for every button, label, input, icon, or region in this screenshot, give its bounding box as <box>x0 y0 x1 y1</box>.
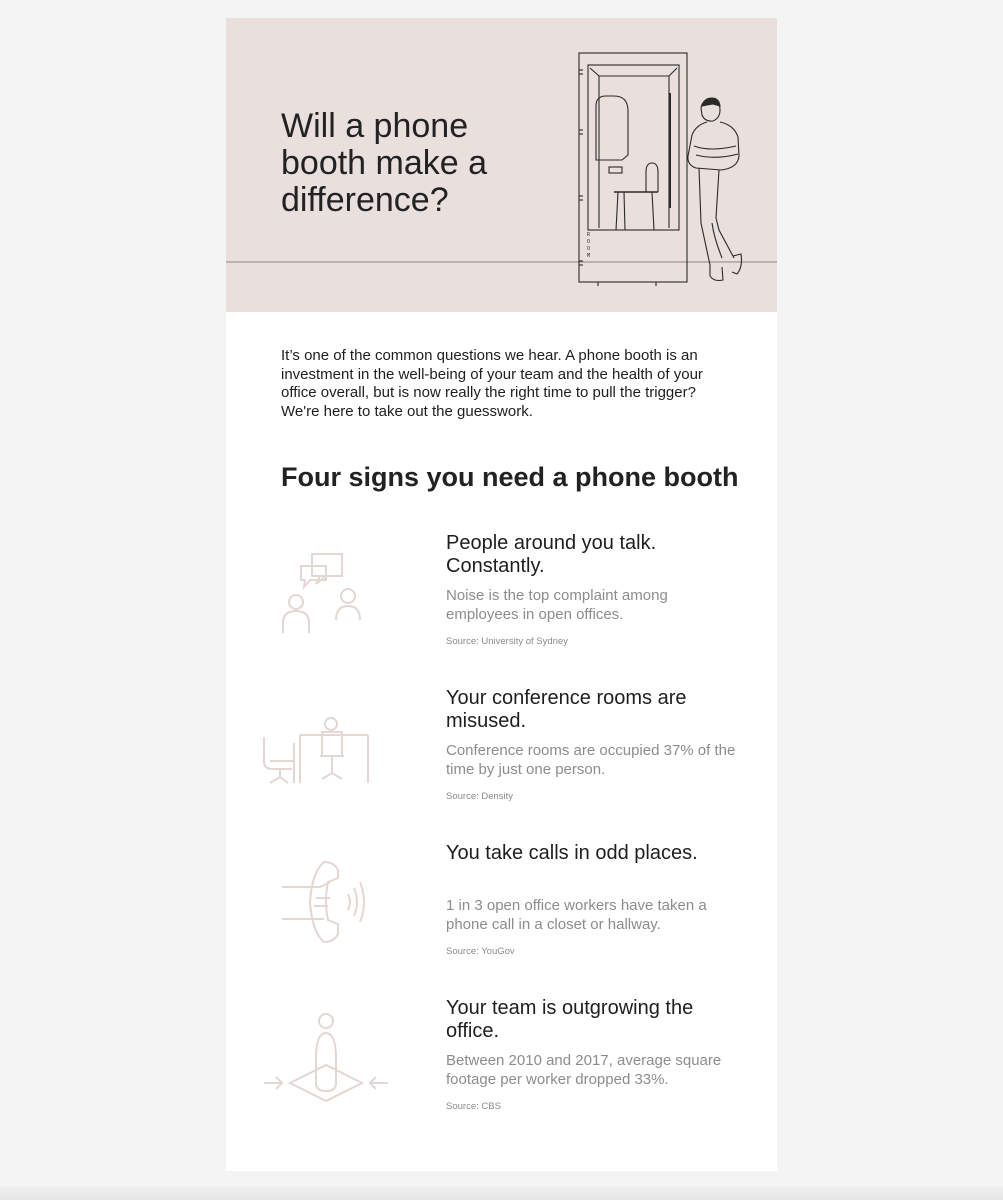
sign-source: Source: University of Sydney <box>446 636 568 647</box>
sign-item <box>226 687 777 827</box>
shrinking-space-icon <box>254 997 394 1107</box>
intro-paragraph: It’s one of the common questions we hear. A phone booth is an investment in the well-being of your team and the health of your office overall, but is now really the right time to pull the trigger? We're here to take out the guesswork. <box>281 347 703 420</box>
phone-in-hand-icon <box>254 842 384 952</box>
people-talking-icon <box>254 532 384 642</box>
sign-source: Source: YouGov <box>446 946 515 957</box>
window-bottom-edge <box>0 1186 1003 1200</box>
sign-heading: Your conference rooms are misused. <box>446 687 687 732</box>
booth-letter: R <box>587 232 591 238</box>
sign-text: Noise is the top complaint among employees in open offices. <box>446 587 668 623</box>
hero-banner <box>226 18 777 312</box>
sign-source: Source: Density <box>446 791 514 802</box>
sign-text: Between 2010 and 2017, average square footage per worker dropped 33%. <box>446 1052 722 1088</box>
sign-item <box>226 997 777 1137</box>
sign-text: 1 in 3 open office workers have taken a phone call in a closet or hallway. <box>446 897 707 933</box>
phone-booth-illustration <box>226 18 777 312</box>
sign-heading: Your team is outgrowing the office. <box>446 997 694 1042</box>
section-title: Four signs you need a phone booth <box>281 462 739 492</box>
sign-item <box>226 842 777 982</box>
sign-heading: People around you talk. Constantly. <box>446 532 657 577</box>
sign-source: Source: CBS <box>446 1101 501 1112</box>
hero-title: Will a phone booth make a difference? <box>281 107 488 219</box>
booth-letter: O <box>587 239 591 245</box>
email-card <box>226 18 777 1171</box>
booth-letter: M <box>587 253 591 259</box>
conference-room-icon <box>254 687 384 797</box>
booth-letter: O <box>587 246 591 252</box>
sign-text: Conference rooms are occupied 37% of the time by just one person. <box>446 742 736 778</box>
sign-heading: You take calls in odd places. <box>446 842 698 864</box>
sign-item <box>226 532 777 672</box>
